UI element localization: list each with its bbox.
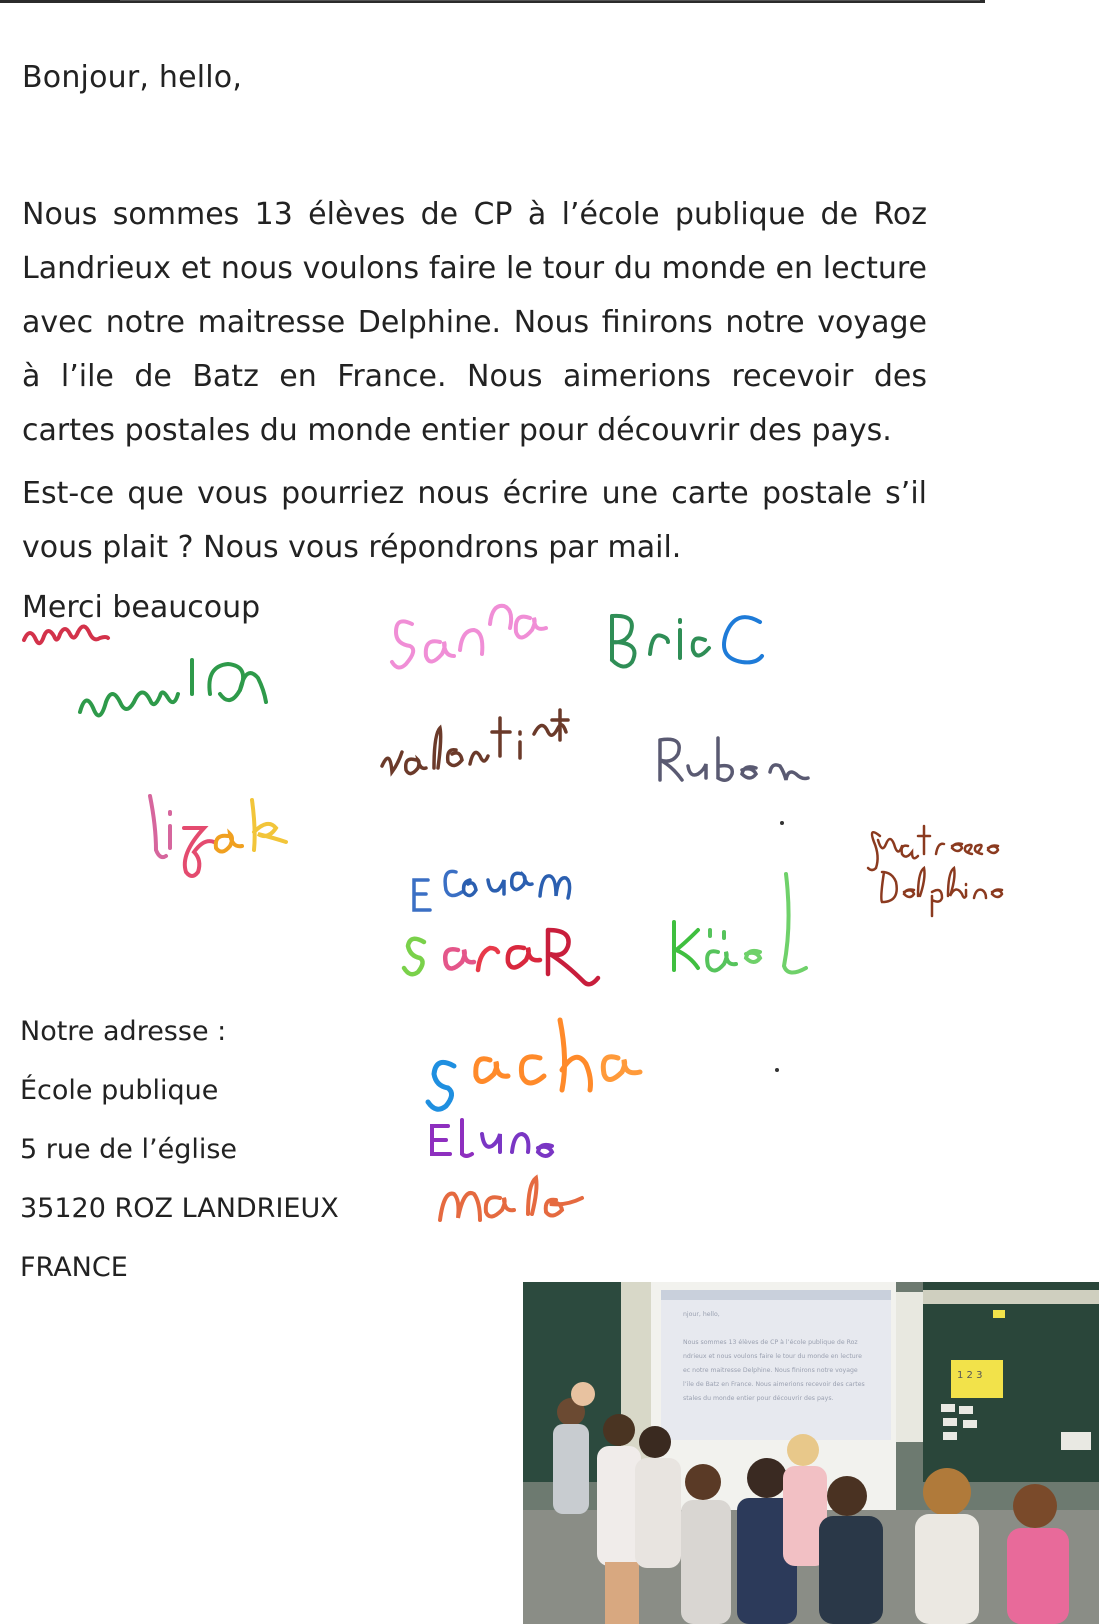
projected-line-1: njour, hello, (683, 1311, 720, 1318)
ink-speck (780, 821, 784, 825)
signature-malo (440, 1178, 582, 1220)
signature-kael (674, 874, 806, 973)
letter-paragraph-1: Nous sommes 13 élèves de CP à l’école publique de Roz Landrieux et nous voulons faire le tour du monde en lecture avec notre maitresse Delphine. Nous finirons notre voyage à l’ile de Batz en France. Nous aimerions recevoir des cartes postales du monde entier pour découvrir des pays. (22, 197, 927, 448)
signature-sacha (428, 1020, 640, 1109)
signature-valentin (382, 710, 568, 774)
closing-text: Merci beaucoup (22, 590, 261, 625)
signature-sarah (404, 930, 598, 984)
postal-address (20, 1002, 339, 1297)
signature-maitresse-delphine (868, 826, 1002, 916)
address-label: Notre adresse : (20, 1016, 227, 1047)
letter-paragraph-2: Est-ce que vous pourriez nous écrire une carte postale s’il vous plait ? Nous vous répondrons par mail. (22, 476, 927, 565)
address-line-3: 35120 ROZ LANDRIEUX (20, 1193, 339, 1224)
classroom-photo (523, 1282, 1099, 1624)
signature-brioc (612, 616, 762, 667)
signature-elouan (414, 871, 570, 910)
address-line-4: FRANCE (20, 1252, 128, 1283)
ink-speck (775, 1068, 779, 1072)
projected-line-4: ec notre maitresse Delphine. Nous finirons notre voyage (683, 1367, 858, 1374)
projected-line-6: stales du monde entier pour découvrir des pays. (683, 1395, 834, 1402)
signature-narion (80, 660, 266, 715)
board-label: 1 2 3 (957, 1370, 983, 1381)
address-line-2: 5 rue de l’église (20, 1134, 238, 1165)
projected-line-2: Nous sommes 13 élèves de CP à l’école publique de Roz (683, 1339, 858, 1346)
signature-lizak (150, 796, 286, 876)
signature-ruben (660, 738, 808, 780)
signature-elune (432, 1120, 552, 1156)
projected-line-5: l’ile de Batz en France. Nous aimerions recevoir des cartes (683, 1381, 865, 1388)
greeting: Bonjour, hello, (22, 60, 243, 95)
top-border-line-faint (120, 0, 980, 1)
address-line-1: École publique (20, 1075, 219, 1106)
signature-antoine (24, 626, 108, 643)
projected-line-3: ndrieux et nous voulons faire le tour du monde en lecture (683, 1353, 862, 1360)
signature-saona (392, 606, 546, 668)
